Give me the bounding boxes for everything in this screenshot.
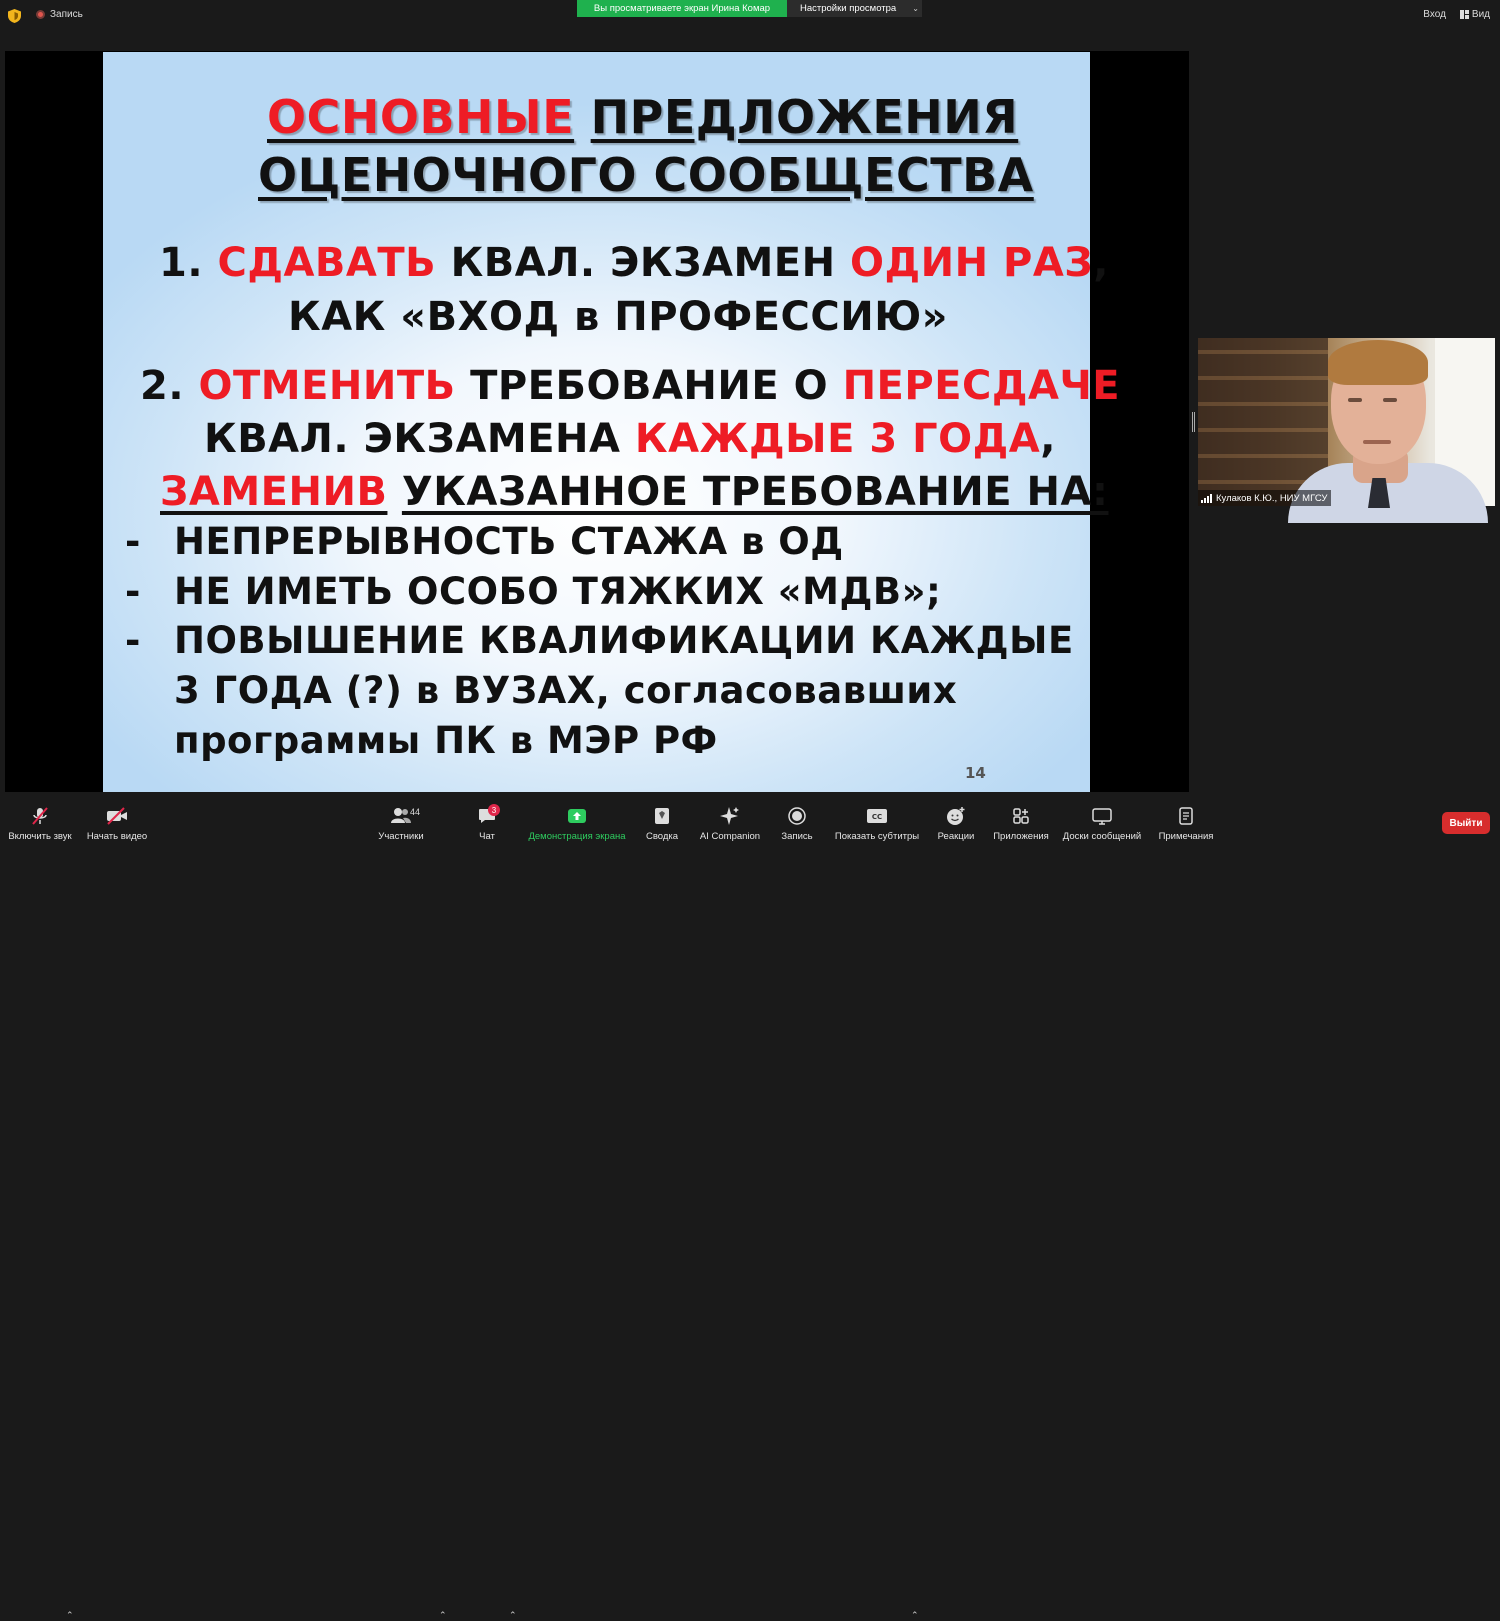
top-bar (0, 0, 1500, 32)
point-2-line3-rest: УКАЗАННОЕ ТРЕБОВАНИЕ НА: (401, 469, 1109, 515)
summary-icon (650, 804, 674, 828)
chat-label: Чат (479, 831, 495, 842)
chat-icon (475, 804, 499, 828)
participant-mouth (1363, 440, 1391, 444)
participant-name: Кулаков К.Ю., НИУ МГСУ (1216, 492, 1328, 504)
point-1-line1 (159, 240, 1109, 286)
view-settings-button[interactable] (787, 0, 922, 17)
summary-button[interactable] (643, 798, 681, 844)
participant-eye-right (1383, 398, 1397, 402)
view-settings-label: Настройки просмотра (800, 3, 897, 14)
ai-sparkle-icon (718, 804, 742, 828)
participants-count: 44 (410, 807, 421, 817)
screen-share-banner: Вы просматриваете экран Ирина Комар (577, 0, 787, 17)
meeting-toolbar (0, 798, 1500, 1620)
participant-eye-left (1348, 398, 1362, 402)
muted-microphone-icon (28, 804, 52, 828)
slide-title-line1 (267, 90, 1018, 144)
title-highlight: ОСНОВНЫЕ (267, 90, 575, 144)
audio-options-caret-icon[interactable]: ⌃ (66, 1610, 74, 1620)
view-label: Вид (1471, 9, 1490, 20)
point-2-red1: ОТМЕНИТЬ (198, 363, 456, 409)
point-2-line3-red: ЗАМЕНИВ (160, 469, 388, 515)
whiteboards-button[interactable] (1061, 798, 1143, 844)
apps-icon (1009, 804, 1033, 828)
share-screen-icon (565, 804, 589, 828)
share-screen-button[interactable] (527, 798, 627, 844)
notes-button[interactable] (1157, 798, 1215, 844)
apps-label: Приложения (993, 831, 1049, 842)
whiteboard-icon (1090, 804, 1114, 828)
point-2-line1 (140, 363, 1120, 409)
smiley-plus-icon (944, 804, 968, 828)
ai-companion-label: AI Companion (699, 831, 761, 842)
point-1-red2: ОДИН РАЗ (850, 240, 1094, 286)
notes-label: Примечания (1158, 831, 1214, 842)
point-2-number: 2. (140, 363, 185, 409)
captions-caret-icon[interactable]: ⌃ (911, 1610, 919, 1620)
point-1-mid: КВАЛ. ЭКЗАМЕН (450, 240, 836, 286)
participants-button[interactable] (376, 798, 426, 844)
bullet-dash-3: - (125, 619, 141, 662)
participant-video-tile[interactable] (1198, 338, 1495, 506)
top-right-controls (1423, 9, 1490, 20)
security-shield-icon[interactable] (8, 9, 21, 23)
point-1-red1: СДАВАТЬ (217, 240, 437, 286)
ai-companion-button[interactable] (698, 798, 762, 844)
recording-label: Запись (50, 9, 83, 20)
point-2-mid: ТРЕБОВАНИЕ О (470, 363, 829, 409)
slide-title-line2: ОЦЕНОЧНОГО СООБЩЕСТВА (258, 148, 1034, 202)
point-2-line2-black: КВАЛ. ЭКЗАМЕНА (204, 416, 621, 462)
chat-button[interactable] (472, 798, 502, 844)
unmute-button[interactable] (6, 798, 74, 844)
bullet-1: НЕПРЕРЫВНОСТЬ СТАЖА в ОД (174, 520, 844, 563)
reactions-label: Реакции (937, 831, 975, 842)
apps-button[interactable] (992, 798, 1050, 844)
chat-unread-badge: 3 (488, 804, 500, 816)
captions-button[interactable] (834, 798, 920, 844)
point-2-line3 (160, 469, 1108, 515)
point-2-red2: ПЕРЕСДАЧЕ (842, 363, 1121, 409)
record-dot-icon (36, 10, 45, 19)
participants-label: Участники (378, 831, 424, 842)
participant-name-tag (1198, 490, 1331, 506)
reactions-button[interactable] (935, 798, 977, 844)
recording-indicator[interactable] (36, 9, 83, 20)
bullet-3: ПОВЫШЕНИЕ КВАЛИФИКАЦИИ КАЖДЫЕ (174, 619, 1074, 662)
start-video-button[interactable] (86, 798, 148, 844)
svg-text:CC: CC (871, 813, 883, 821)
start-video-label: Начать видео (86, 831, 148, 842)
title-rest: ПРЕДЛОЖЕНИЯ (590, 90, 1019, 144)
bullet-3-continued-2: программы ПК в МЭР РФ (174, 719, 718, 762)
record-label: Запись (781, 831, 813, 842)
unmute-label: Включить звук (8, 831, 72, 842)
bullet-3-continued-1: 3 ГОДА (?) в ВУЗАХ, согласовавших (174, 669, 958, 712)
signin-button[interactable]: Вход (1423, 9, 1446, 20)
bullet-dash-1: - (125, 520, 141, 563)
point-2-line2 (204, 416, 1056, 462)
participant-hair (1328, 340, 1428, 385)
point-2-line2-comma: , (1040, 416, 1056, 462)
record-icon (785, 804, 809, 828)
bullet-dash-2: - (125, 570, 141, 613)
presentation-slide (103, 52, 1121, 792)
video-off-icon (105, 804, 129, 828)
captions-label: Показать субтитры (834, 831, 920, 842)
participants-icon (389, 804, 421, 828)
bullet-2: НЕ ИМЕТЬ ОСОБО ТЯЖКИХ «МДВ»; (174, 570, 942, 613)
closed-captions-icon (865, 804, 889, 828)
view-button[interactable] (1460, 9, 1490, 20)
point-1-number: 1. (159, 240, 204, 286)
point-1-comma: , (1093, 240, 1109, 286)
splitter-handle[interactable] (1192, 412, 1195, 432)
summary-label: Сводка (645, 831, 679, 842)
participants-caret-icon[interactable]: ⌃ (439, 1610, 447, 1620)
slide-page-number: 14 (965, 764, 986, 782)
share-screen-label: Демонстрация экрана (528, 831, 626, 842)
grid-view-icon (1460, 10, 1469, 19)
point-2-line2-red: КАЖДЫЕ 3 ГОДА (634, 416, 1041, 462)
whiteboards-label: Доски сообщений (1062, 831, 1142, 842)
notes-icon (1174, 804, 1198, 828)
point-1-line2: КАК «ВХОД в ПРОФЕССИЮ» (288, 294, 949, 340)
chevron-down-icon: ⌄ (912, 4, 919, 13)
chat-caret-icon[interactable]: ⌃ (509, 1610, 517, 1620)
shared-screen (5, 51, 1189, 792)
record-button[interactable] (779, 798, 815, 844)
signal-strength-icon (1201, 494, 1212, 503)
leave-meeting-button[interactable]: Выйти (1442, 812, 1490, 834)
